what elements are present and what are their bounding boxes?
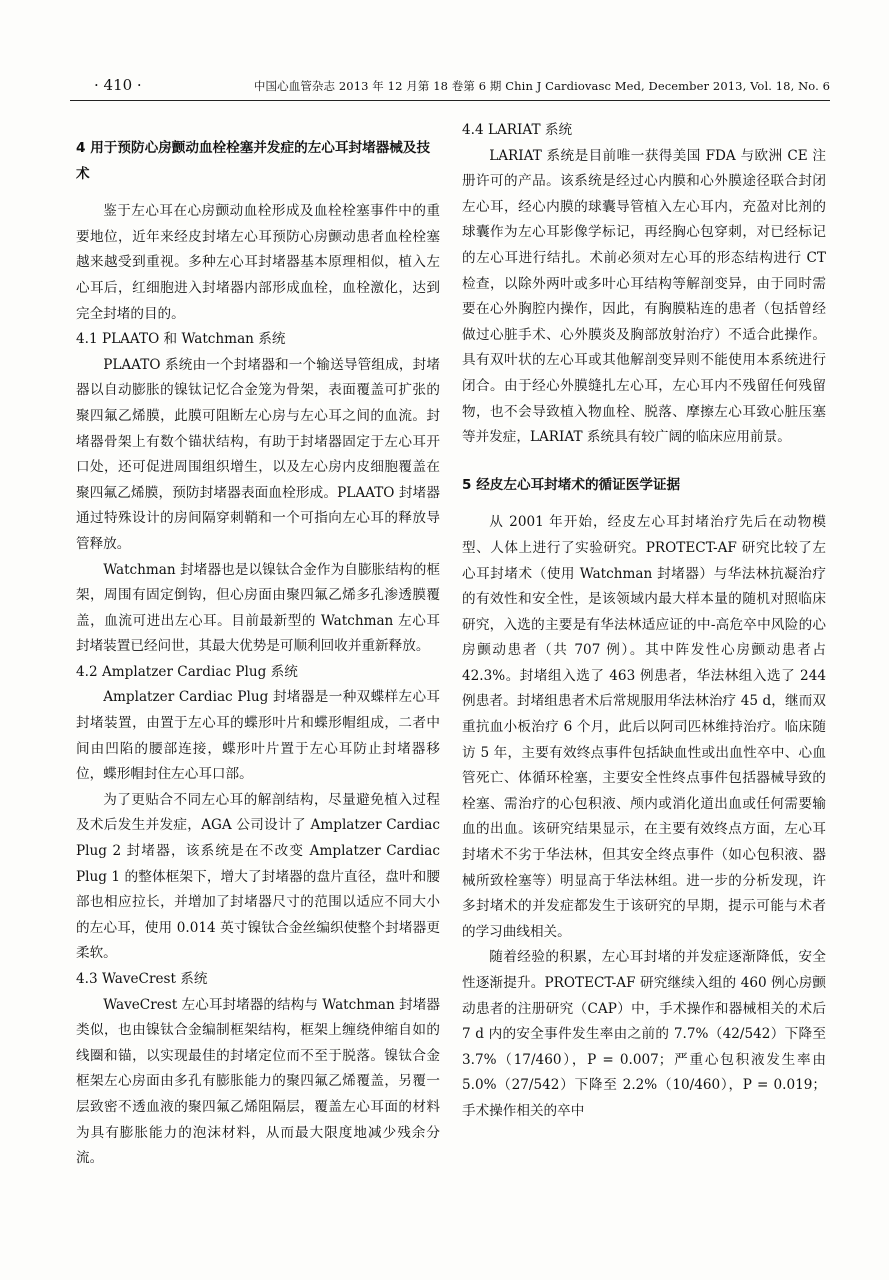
subsection-4-3-heading: 4.3 WaveCrest 系统 [76,971,208,987]
section-5-heading: 5 经皮左心耳封堵术的循证医学证据 [462,476,681,493]
page-number: · 410 · [94,76,142,94]
subsection-4-4-heading: 4.4 LARIAT 系统 [462,122,573,138]
section-4-heading: 4 用于预防心房颤动血栓栓塞并发症的左心耳封堵器械及技术 [76,140,431,182]
subsection-4-1-heading: 4.1 PLAATO 和 Watchman 系统 [76,331,286,348]
left-column [76,118,440,1172]
paragraph: Watchman 封堵器也是以镍钛合金作为自膨胀结构的框架，周围有固定倒钩，但心房面由聚四氟乙烯多孔渗透膜覆盖，血流可进出左心耳。目前最新型的 Watchman 左心耳封堵装置已经问世，其最大优势是可顺利回收并重新释放。 [76,561,440,655]
paragraph: 为了更贴合不同左心耳的解剖结构，尽量避免植入过程及术后发生并发症，AGA 公司设计了 Amplatzer Cardiac Plug 2 封堵器，该系统是在不改变 Amplatzer Cardiac Plug 1 的整体框架下，增大了封堵器的盘片直径，盘叶和腰部也相应拉长，并增加了封堵器尺寸的范围以适应不同大小的左心耳，使用 0.014 英寸镍钛合金丝编织使整个封堵器更柔软。 [76,791,440,962]
paragraph: 随着经验的积累，左心耳封堵的并发症逐渐降低，安全性逐渐提升。PROTECT-AF 研究继续入组的 460 例心房颤动患者的注册研究（CAP）中，手术操作和器械相关的术后 7 d 内的安全事件发生率由之前的 7.7%（42/542）下降至 3.7%（17/460），P = 0.007；严重心包积液发生率由 5.0%（27/542）下降至 2.2%（10/460），P = 0.019；手术操作相关的卒中 [462,949,826,1119]
journal-citation: 中国心血管杂志 2013 年 12 月第 18 卷第 6 期 Chin J Cardiovasc Med, December 2013, Vol. 18, No. 6 [253,79,830,93]
paragraph: WaveCrest 左心耳封堵器的结构与 Watchman 封堵器类似，也由镍钛合金编制框架结构，框架上缠绕伸缩自如的线圈和锚，以实现最佳的封堵定位而不至于脱落。镍钛合金框架左心房面由多孔有膨胀能力的聚四氟乙烯覆盖，另覆一层致密不透血液的聚四氟乙烯阻隔层，覆盖左心耳面的材料为具有膨胀能力的泡沫材料，从而最大限度地减少残余分流。 [76,996,440,1167]
paragraph: 鉴于左心耳在心房颤动血栓形成及血栓栓塞事件中的重要地位，近年来经皮封堵左心耳预防心房颤动患者血栓栓塞越来越受到重视。多种左心耳封堵器基本原理相似，植入左心耳后，红细胞进入封堵器内部形成血栓，血栓激化，达到完全封堵的目的。 [76,203,440,322]
running-header [70,76,830,98]
paragraph: LARIAT 系统是目前唯一获得美国 FDA 与欧洲 CE 注册许可的产品。该系统是经过心内膜和心外膜途径联合封闭左心耳，经心内膜的球囊导管植入左心耳内，充盈对比剂的球囊作为左心耳影像学标记，再经胸心包穿刺，对已经标记的左心耳进行结扎。术前必须对左心耳的形态结构进行 CT 检查，以除外两叶或多叶心耳结构等解剖变异，由于同时需要在心外胸腔内操作，因此，有胸膜粘连的患者（包括曾经做过心脏手术、心外膜炎及胸部放射治疗）不适合此操作。具有双叶状的左心耳或其他解剖变异则不能使用本系统进行闭合。由于经心外膜缝扎左心耳，左心耳内不残留任何残留物，也不会导致植入物血栓、脱落、摩擦左心耳致心脏压塞等并发症，LARIAT 系统具有较广阔的临床应用前景。 [462,147,826,446]
right-column [462,118,826,1125]
paragraph: 从 2001 年开始，经皮左心耳封堵治疗先后在动物模型、人体上进行了实验研究。PROTECT-AF 研究比较了左心耳封堵术（使用 Watchman 封堵器）与华法林抗凝治疗的有效性和安全性，是该领域内最大样本量的随机对照临床研究，入选的主要是有华法林适应证的中-高危卒中风险的心房颤动患者（共 707 例）。其中阵发性心房颤动患者占 42.3%。封堵组入选了 463 例患者，华法林组入选了 244 例患者。封堵组患者术后常规服用华法林治疗 45 d，继而双重抗血小板治疗 6 个月，此后以阿司匹林维持治疗。临床随访 5 年，主要有效终点事件包括缺血性或出血性卒中、心血管死亡、体循环栓塞，主要安全性终点事件包括器械导致的栓塞、需治疗的心包积液、颅内或消化道出血或任何需要输血的出血。该研究结果显示，在主要有效终点方面，左心耳封堵术不劣于华法林，但其安全终点事件（如心包积液、器械所致栓塞等）明显高于华法林组。进一步的分析发现，许多封堵术的并发症都发生于该研究的早期，提示可能与术者的学习曲线相关。 [462,514,826,940]
paragraph: PLAATO 系统由一个封堵器和一个输送导管组成，封堵器以自动膨胀的镍钛记忆合金笼为骨架，表面覆盖可扩张的聚四氟乙烯膜，此膜可阻断左心房与左心耳之间的血流。封堵器骨架上有数个锚状结构，有助于封堵器固定于左心耳开口处，还可促进周围组织增生，以及左心房内皮细胞覆盖在聚四氟乙烯膜，预防封堵器表面血栓形成。PLAATO 封堵器通过特殊设计的房间隔穿刺鞘和一个可指向左心耳的释放导管释放。 [76,356,440,552]
subsection-4-2-heading: 4.2 Amplatzer Cardiac Plug 系统 [76,663,298,680]
header-rule [70,100,830,101]
paragraph: Amplatzer Cardiac Plug 封堵器是一种双蝶样左心耳封堵装置，由置于左心耳的蝶形叶片和蝶形帽组成，二者中间由凹陷的腰部连接，蝶形叶片置于左心耳防止封堵器移位，蝶形帽封住左心耳口部。 [76,689,440,783]
